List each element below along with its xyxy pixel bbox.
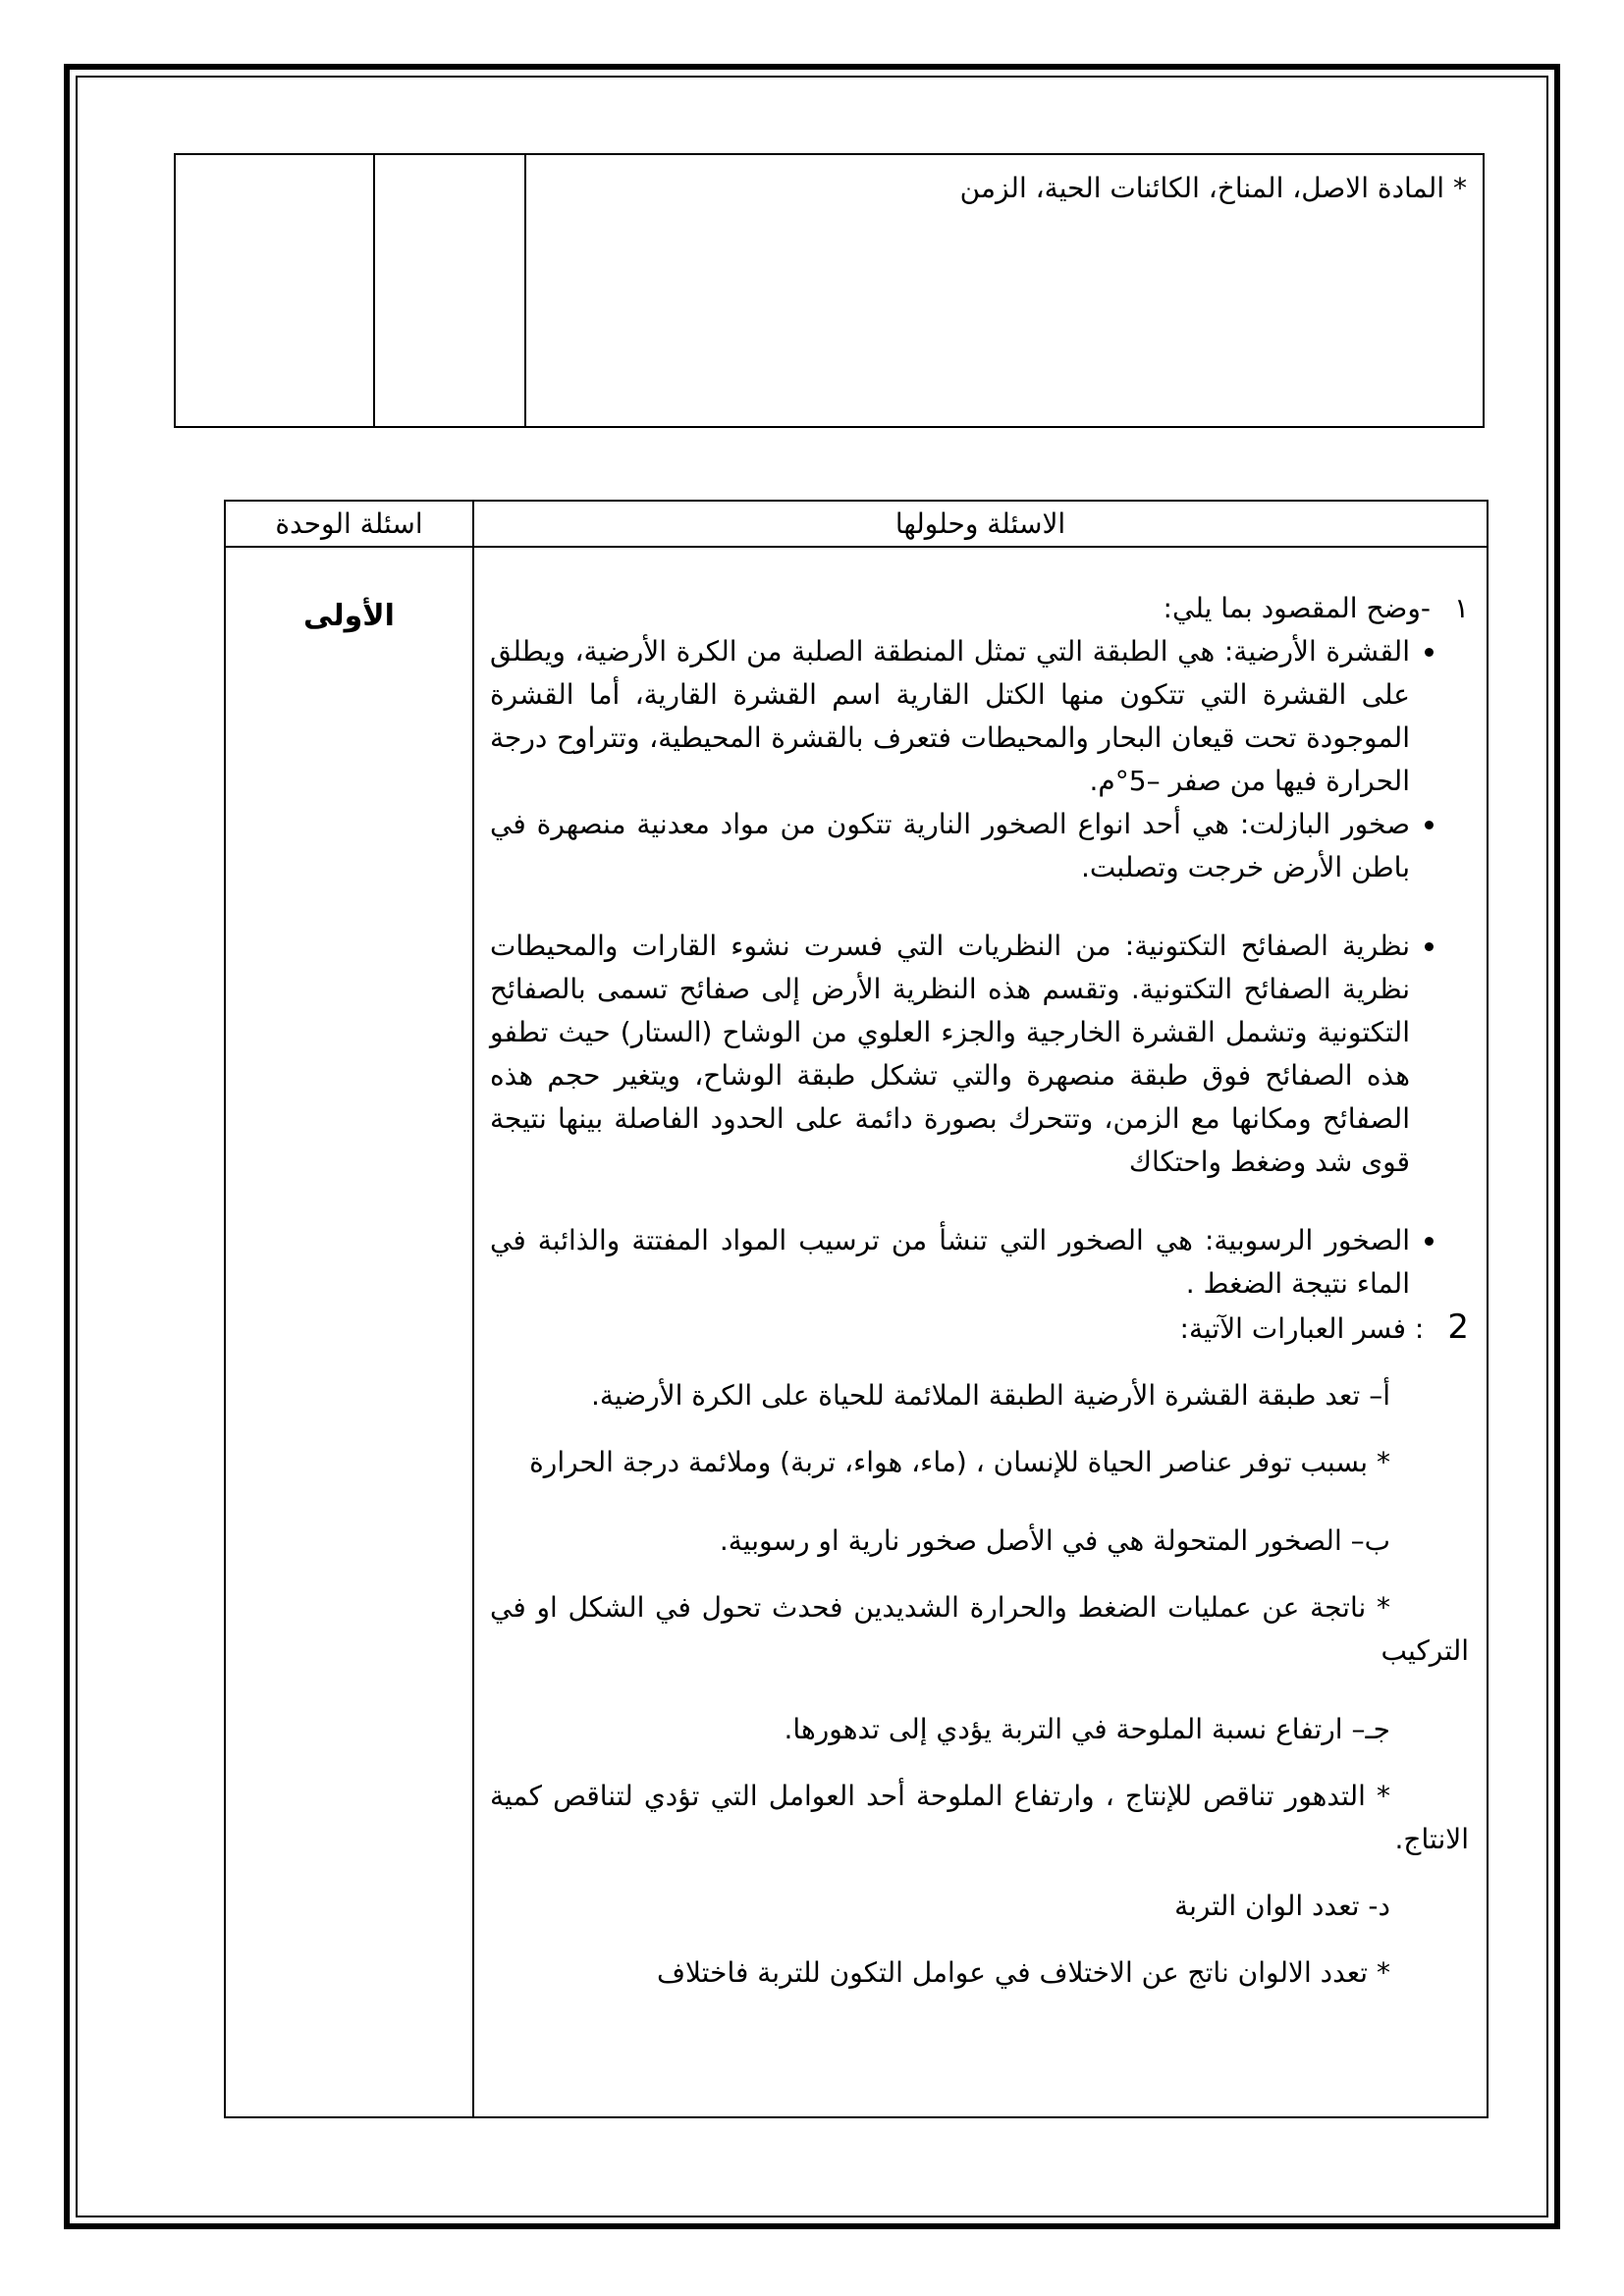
list-item: • نظرية الصفائح التكتونية: من النظريات التي فسرت نشوء القارات والمحيطات نظرية الصفائح التكتونية. وتقسم هذه النظرية الأرض إلى صفائح تسمى بالصفائح التكتونية وتشمل القشرة الخارجية والجزء العلوي من الوشاح (الستار) حيث تطفو هذه الصفائح فوق طبقة منصهرة والتي تشكل طبقة الوشاح، ويتغير حجم هذه الصفائح ومكانها مع الزمن، وتتحرك بصورة دائمة على الحدود الفاصلة بينها نتيجة قوى شد وضغط واحتكاك xyxy=(490,925,1410,1184)
statement-c: جـ– ارتفاع نسبة الملوحة في التربة يؤدي إلى تدهورها. xyxy=(784,1713,1390,1745)
statement-b: ب– الصخور المتحولة هي في الأصل صخور نارية او رسوبية. xyxy=(719,1524,1390,1557)
question-2-heading xyxy=(490,1306,1469,1351)
unit-cell xyxy=(225,547,473,2117)
header-questions: الاسئلة وحلولها xyxy=(473,501,1488,547)
list-item: • القشرة الأرضية: هي الطبقة التي تمثل المنطقة الصلبة من الكرة الأرضية، ويطلق على القشرة التي تتكون منها الكتل القارية اسم القشرة القارية، أما القشرة الموجودة تحت قيعان البحار والمحيطات فتعرف بالقشرة المحيطية، وتتراوح درجة الحرارة فيها من صفر –5°م. xyxy=(490,630,1410,803)
table-header-row xyxy=(225,501,1488,547)
question-1-heading xyxy=(490,587,1469,630)
question-2-text: : فسر العبارات الآتية: xyxy=(1179,1312,1425,1345)
continuation-text: * المادة الاصل، المناخ، الكائنات الحية، الزمن xyxy=(959,172,1467,204)
statement-d: د- تعدد الوان التربة xyxy=(1174,1890,1390,1922)
answer-d: * تعدد الالوان ناتج عن الاختلاف في عوامل التكون للتربة فاختلاف xyxy=(656,1956,1390,1989)
continuation-text-cell xyxy=(525,154,1484,427)
list-item: • الصخور الرسوبية: هي الصخور التي تنشأ من ترسيب المواد المفتتة والذائبة في الماء نتيجة الضغط . xyxy=(490,1219,1410,1306)
unit-label: الأولى xyxy=(303,599,395,633)
statement-a: أ– تعد طبقة القشرة الأرضية الطبقة الملائمة للحياة على الكرة الأرضية. xyxy=(590,1379,1390,1412)
empty-cell xyxy=(374,154,525,427)
table-body-row xyxy=(225,547,1488,2117)
questions-table xyxy=(224,500,1489,2118)
question-1-number: ١ xyxy=(1453,592,1469,624)
definitions-list xyxy=(490,630,1469,1306)
question-2-number: 2 xyxy=(1447,1308,1469,1347)
answers-cell xyxy=(473,547,1488,2117)
header-unit: اسئلة الوحدة xyxy=(225,501,473,547)
empty-cell xyxy=(175,154,374,427)
continuation-table xyxy=(174,153,1485,428)
question-1-text: -وضح المقصود بما يلي: xyxy=(1163,592,1431,624)
answer-a: * بسبب توفر عناصر الحياة للإنسان ، (ماء، هواء، تربة) وملائمة درجة الحرارة xyxy=(529,1446,1390,1478)
list-item: • صخور البازلت: هي أحد انواع الصخور النارية تتكون من مواد معدنية منصهرة في باطن الأرض خرجت وتصلبت. xyxy=(490,803,1410,889)
answer-b: * ناتجة عن عمليات الضغط والحرارة الشديدين فحدث تحول في الشكل او في التركيب xyxy=(490,1591,1469,1667)
answer-c: * التدهور تناقص للإنتاج ، وارتفاع الملوحة أحد العوامل التي تؤدي لتناقص كمية الانتاج. xyxy=(490,1780,1469,1855)
